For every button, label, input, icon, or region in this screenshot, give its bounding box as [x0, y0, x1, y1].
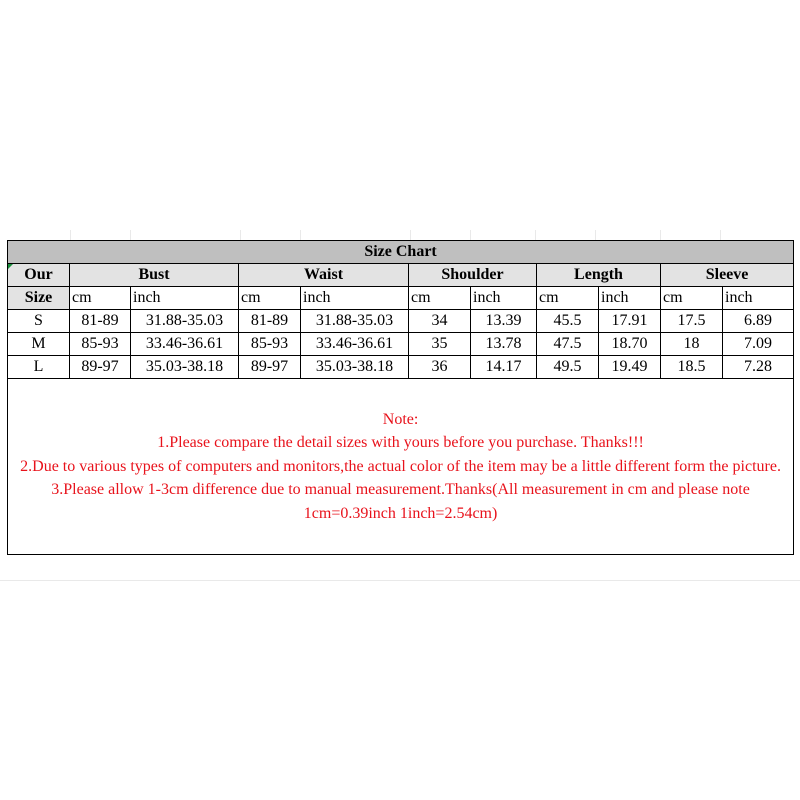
table-title[interactable]: Size Chart: [8, 241, 794, 264]
waist-cm-cell[interactable]: 85-93: [239, 333, 301, 356]
size-label-cell[interactable]: Size: [8, 287, 70, 310]
note-line-2: 2.Due to various types of computers and monitors,the actual color of the item may be a little different form the picture.: [20, 457, 781, 475]
grid-column-line: [70, 230, 71, 240]
shoulder-cm-cell[interactable]: 35: [409, 333, 471, 356]
unit-inch-length[interactable]: inch: [599, 287, 661, 310]
bust-cm-cell[interactable]: 81-89: [70, 310, 131, 333]
sleeve-inch-cell[interactable]: 7.09: [723, 333, 794, 356]
note-row: [8, 379, 794, 555]
shoulder-inch-cell[interactable]: 13.39: [471, 310, 537, 333]
our-label: Our: [24, 266, 53, 283]
title-row: [8, 241, 794, 264]
note-cell[interactable]: [8, 379, 794, 555]
sleeve-cm-cell[interactable]: 18.5: [661, 356, 723, 379]
size-cell[interactable]: M: [8, 333, 70, 356]
length-inch-cell[interactable]: 19.49: [599, 356, 661, 379]
grid-column-line: [410, 230, 411, 240]
grid-column-line: [300, 230, 301, 240]
bust-inch-cell[interactable]: 35.03-38.18: [131, 356, 239, 379]
waist-inch-cell[interactable]: 31.88-35.03: [301, 310, 409, 333]
bust-inch-cell[interactable]: 31.88-35.03: [131, 310, 239, 333]
grid-column-line: [130, 230, 131, 240]
waist-inch-cell[interactable]: 33.46-36.61: [301, 333, 409, 356]
note-line-3: 3.Please allow 1-3cm difference due to manual measurement.Thanks(All measurement in cm and please note 1cm=0.39inch 1inch=2.54cm): [51, 481, 750, 522]
table-row-l: [8, 356, 794, 379]
header-shoulder[interactable]: Shoulder: [409, 264, 537, 287]
grid-column-line: [470, 230, 471, 240]
unit-cm-shoulder[interactable]: cm: [409, 287, 471, 310]
header-sleeve[interactable]: Sleeve: [661, 264, 794, 287]
shoulder-cm-cell[interactable]: 34: [409, 310, 471, 333]
size-chart-table-wrapper: [7, 240, 793, 555]
bust-cm-cell[interactable]: 89-97: [70, 356, 131, 379]
unit-inch-bust[interactable]: inch: [131, 287, 239, 310]
unit-header-row: [8, 287, 794, 310]
sleeve-inch-cell[interactable]: 6.89: [723, 310, 794, 333]
unit-cm-waist[interactable]: cm: [239, 287, 301, 310]
grid-column-line: [720, 230, 721, 240]
unit-cm-bust[interactable]: cm: [70, 287, 131, 310]
note-heading: Note:: [382, 410, 419, 428]
size-cell[interactable]: L: [8, 356, 70, 379]
header-length[interactable]: Length: [537, 264, 661, 287]
length-inch-cell[interactable]: 18.70: [599, 333, 661, 356]
grid-column-line: [660, 230, 661, 240]
unit-inch-waist[interactable]: inch: [301, 287, 409, 310]
shoulder-inch-cell[interactable]: 14.17: [471, 356, 537, 379]
grid-column-line: [535, 230, 536, 240]
sleeve-cm-cell[interactable]: 18: [661, 333, 723, 356]
bust-cm-cell[interactable]: 85-93: [70, 333, 131, 356]
waist-cm-cell[interactable]: 81-89: [239, 310, 301, 333]
grid-row-line: [0, 580, 800, 581]
grid-column-line: [240, 230, 241, 240]
header-bust[interactable]: Bust: [70, 264, 239, 287]
size-chart-table: [7, 240, 794, 555]
grid-column-line: [595, 230, 596, 240]
length-cm-cell[interactable]: 49.5: [537, 356, 599, 379]
length-cm-cell[interactable]: 47.5: [537, 333, 599, 356]
group-header-row: [8, 264, 794, 287]
table-row-s: [8, 310, 794, 333]
length-inch-cell[interactable]: 17.91: [599, 310, 661, 333]
unit-cm-length[interactable]: cm: [537, 287, 599, 310]
waist-cm-cell[interactable]: 89-97: [239, 356, 301, 379]
bust-inch-cell[interactable]: 33.46-36.61: [131, 333, 239, 356]
unit-inch-sleeve[interactable]: inch: [723, 287, 794, 310]
unit-cm-sleeve[interactable]: cm: [661, 287, 723, 310]
sleeve-inch-cell[interactable]: 7.28: [723, 356, 794, 379]
our-label-cell[interactable]: [8, 264, 70, 287]
header-waist[interactable]: Waist: [239, 264, 409, 287]
length-cm-cell[interactable]: 45.5: [537, 310, 599, 333]
table-row-m: [8, 333, 794, 356]
cell-comment-marker: [8, 264, 13, 269]
shoulder-inch-cell[interactable]: 13.78: [471, 333, 537, 356]
sleeve-cm-cell[interactable]: 17.5: [661, 310, 723, 333]
unit-inch-shoulder[interactable]: inch: [471, 287, 537, 310]
note-line-1: 1.Please compare the detail sizes with yours before you purchase. Thanks!!!: [157, 434, 644, 452]
size-cell[interactable]: S: [8, 310, 70, 333]
waist-inch-cell[interactable]: 35.03-38.18: [301, 356, 409, 379]
shoulder-cm-cell[interactable]: 36: [409, 356, 471, 379]
